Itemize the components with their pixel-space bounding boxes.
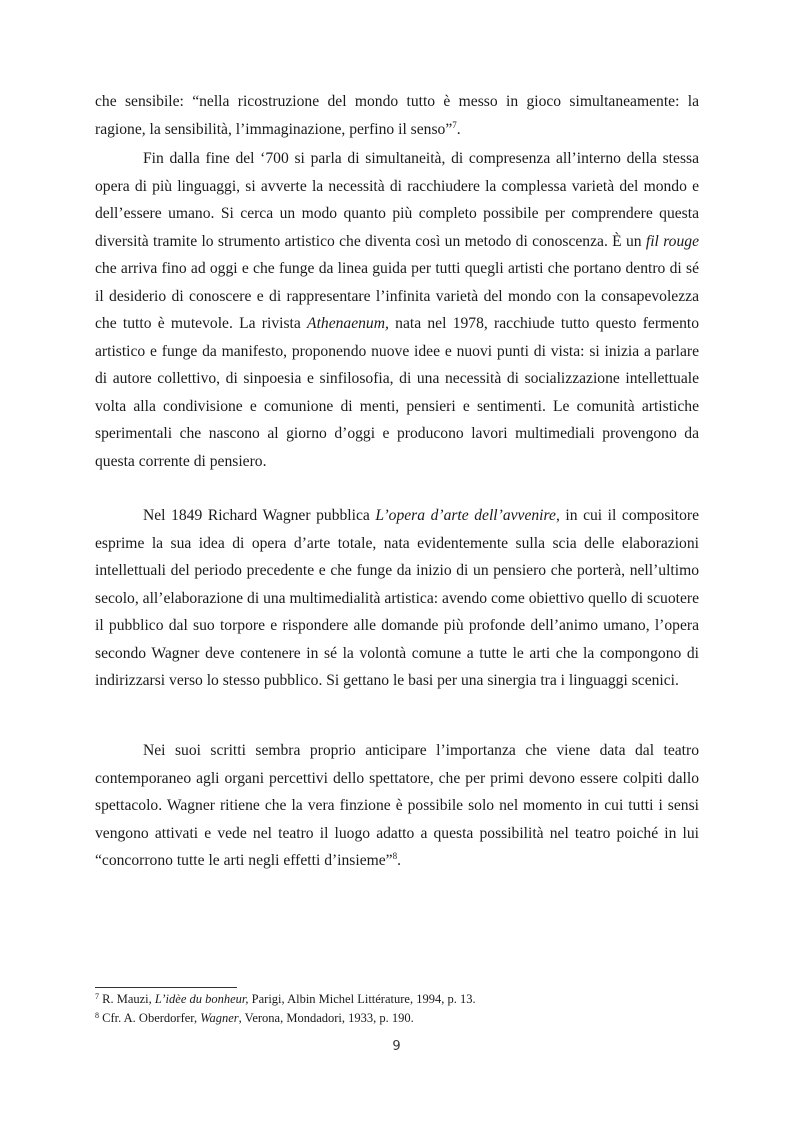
footnote-7-author: R. Mauzi, <box>99 992 155 1006</box>
athenaenum-italic: Athenaenum, <box>307 315 389 332</box>
footnote-ref-8[interactable]: 8 <box>392 851 398 861</box>
paragraph-2-text-a: Fin dalla fine del ‘700 si parla di simultaneità, di compresenza all’interno della stessa opera di più linguaggi, si avverte la necessità di racchiudere la complessa varietà del mondo e dell’essere umano. Si cerca un modo quanto più completo possibile per comprendere questa diversità tramite lo strumento artistico che diventa così un metodo di conoscenza. È un <box>95 150 699 250</box>
footnote-7-number: 7 <box>95 992 99 1001</box>
paragraph-4-text: Nei suoi scritti sembra proprio anticipare l’importanza che viene data dal teatro contemporaneo agli organi percettivi dello spettatore, che per primi devono essere colpiti dallo spettacolo. Wagner ritiene che la vera finzione è possibile solo nel momento in cui tutti i sensi vengono attivati e vede nel teatro il luogo adatto a questa possibilità nel teatro poiché in lui “concorrono tutte le arti negli effetti d’insieme” <box>95 742 699 869</box>
paragraph-2-text-c: nata nel 1978, racchiude tutto questo fermento artistico e funge da manifesto, proponendo nuove idee e nuovi punti di vista: si inizia a parlare di autore collettivo, di sinpoesia e sinfilosofia, di una necessità di socializzazione intellettuale volta alla condivisione e comunione di menti, pensieri e sentimenti. Le comunità artistiche sperimentali che nascono al giorno d’oggi e producono lavori multimediali provengono da questa corrente di pensiero. <box>95 315 699 470</box>
page-number: 9 <box>392 1039 401 1054</box>
fil-rouge-italic: fil rouge <box>645 232 699 250</box>
footnote-separator <box>95 987 237 988</box>
footnote-7 <box>95 991 476 1007</box>
paragraph-2-text-b: che arriva fino ad oggi e che funge da linea guida per tutti quegli artisti che portano dentro di sé il desiderio di conoscere e di rappresentare l’infinita varietà del mondo con la consapevolezza che tutto è mutevole. La rivista <box>95 260 699 332</box>
paragraph-1-text: che sensibile: “nella ricostruzione del mondo tutto è messo in gioco simultaneamente: la ragione, la sensibilità, l’immaginazione, perfino il senso” <box>95 93 699 138</box>
paragraph-1 <box>95 88 699 143</box>
footnote-ref-7[interactable]: 7 <box>452 119 457 130</box>
paragraph-3-text-a: Nel 1849 Richard Wagner pubblica <box>143 507 376 524</box>
footnote-8-author: Cfr. A. Oberdorfer, <box>99 1011 201 1025</box>
footnote-7-title: L’idèe du bonheur, <box>154 992 249 1006</box>
paragraph-3-text-b: , in cui il compositore esprime la sua idea di opera d’arte totale, nata evidentemente sulla scia delle elaborazioni intellettuali del periodo precedente e che funge da inizio di un pensiero che porterà, nell’ultimo secolo, all’elaborazione di una multimedialità artistica: avendo come obiettivo quello di scuotere il pubblico dal suo torpore e rispondere alle domande più profonde dell’animo umano, l’opera secondo Wagner deve contenere in sé la volontà comune a tutte le arti che la compongono di indirizzarsi verso lo stesso pubblico. Si gettano le basi per una sinergia tra i linguaggi scenici. <box>95 507 699 689</box>
paragraph-4-end: . <box>397 852 402 869</box>
footnote-7-publisher: Parigi, Albin Michel Littérature, 1994, p. 13. <box>248 992 476 1006</box>
opera-title-italic: L’opera d’arte dell’avvenire <box>375 507 556 524</box>
paragraph-4 <box>95 737 699 875</box>
paragraph-1-end: . <box>456 120 461 138</box>
footnote-8-number: 8 <box>95 1011 99 1020</box>
footnote-8 <box>95 1010 414 1026</box>
footnote-8-title: Wagner <box>200 1011 239 1025</box>
paragraph-3 <box>95 502 699 695</box>
paragraph-2 <box>95 145 699 475</box>
footnote-8-publisher: , Verona, Mondadori, 1933, p. 190. <box>238 1011 414 1025</box>
